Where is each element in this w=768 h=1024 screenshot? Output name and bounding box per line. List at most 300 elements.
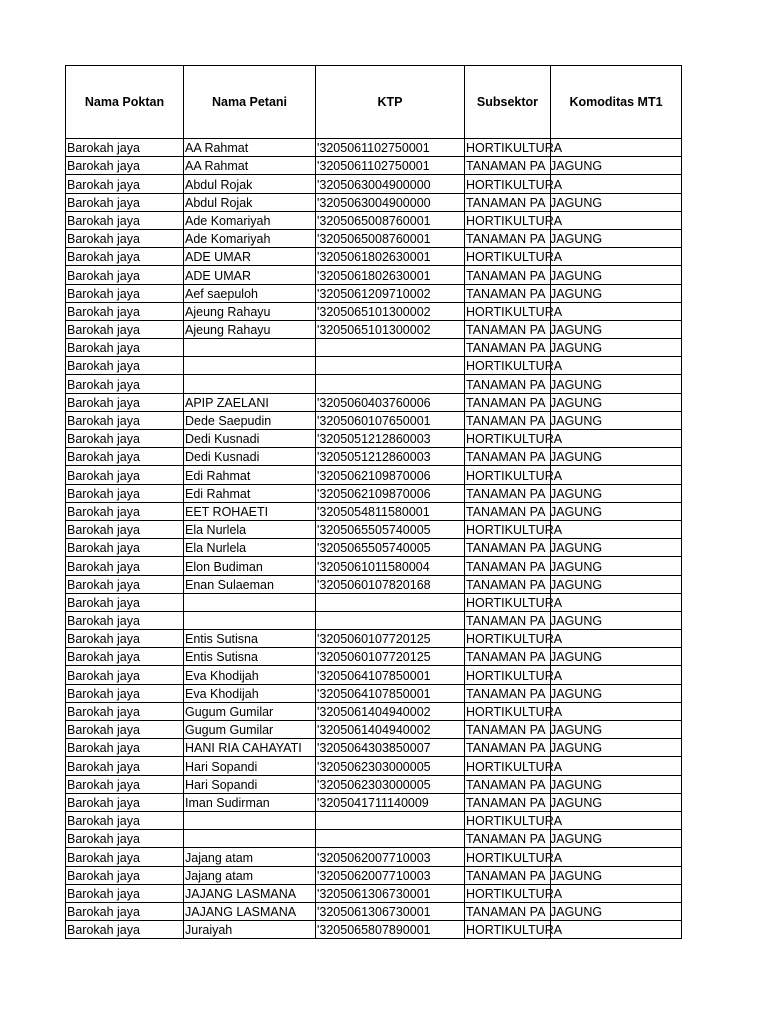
cell-subsektor[interactable]	[465, 175, 563, 193]
cell-ktp[interactable]: '3205060107650001	[316, 411, 465, 429]
cell-nama-poktan[interactable]: Barokah jaya	[66, 830, 184, 848]
cell-ktp[interactable]: '3205060107720125	[316, 648, 465, 666]
cell-ktp[interactable]: '3205041711140009	[316, 793, 465, 811]
cell-subsektor[interactable]	[465, 139, 563, 157]
table-row	[66, 193, 682, 211]
cell-komoditas[interactable]	[551, 430, 682, 448]
subsektor-text: HORTIKULTURA	[466, 141, 563, 156]
cell-komoditas[interactable]	[551, 575, 682, 593]
table-row	[66, 866, 682, 884]
cell-nama-petani[interactable]: Hari Sopandi	[184, 757, 316, 775]
cell-ktp[interactable]	[316, 339, 465, 357]
cell-nama-poktan[interactable]: Barokah jaya	[66, 630, 184, 648]
cell-nama-poktan[interactable]: Barokah jaya	[66, 684, 184, 702]
cell-ktp[interactable]: '3205061306730001	[316, 884, 465, 902]
table-row	[66, 539, 682, 557]
komoditas-text: JAGUNG	[550, 650, 603, 665]
table-row	[66, 721, 682, 739]
cell-komoditas[interactable]	[551, 539, 682, 557]
cell-nama-petani[interactable]: Dedi Kusnadi	[184, 448, 316, 466]
cell-nama-petani[interactable]: Edi Rahmat	[184, 484, 316, 502]
cell-nama-petani[interactable]	[184, 375, 316, 393]
cell-nama-poktan[interactable]: Barokah jaya	[66, 611, 184, 629]
cell-komoditas[interactable]	[551, 157, 682, 175]
cell-subsektor[interactable]	[465, 430, 563, 448]
cell-subsektor[interactable]	[465, 448, 551, 466]
cell-ktp[interactable]: '3205061102750001	[316, 139, 465, 157]
cell-ktp[interactable]: '3205062007710003	[316, 866, 465, 884]
cell-komoditas[interactable]	[551, 520, 682, 538]
cell-nama-poktan[interactable]: Barokah jaya	[66, 921, 184, 939]
cell-subsektor[interactable]	[465, 630, 563, 648]
table-row	[66, 611, 682, 629]
cell-ktp[interactable]: '3205062303000005	[316, 775, 465, 793]
subsektor-text: HORTIKULTURA	[466, 523, 563, 538]
cell-nama-poktan[interactable]: Barokah jaya	[66, 848, 184, 866]
komoditas-text: JAGUNG	[550, 486, 603, 501]
cell-subsektor[interactable]	[465, 666, 563, 684]
cell-nama-petani[interactable]: EET ROHAETI	[184, 502, 316, 520]
komoditas-text: JAGUNG	[550, 795, 603, 810]
subsektor-text: HORTIKULTURA	[466, 886, 563, 901]
cell-nama-poktan[interactable]: Barokah jaya	[66, 539, 184, 557]
cell-ktp[interactable]: '3205062007710003	[316, 848, 465, 866]
cell-komoditas[interactable]	[551, 848, 682, 866]
subsektor-text: TANAMAN PA	[466, 377, 546, 392]
cell-komoditas[interactable]	[551, 229, 682, 247]
cell-nama-petani[interactable]: Entis Sutisna	[184, 630, 316, 648]
table-row	[66, 739, 682, 757]
table-row	[66, 648, 682, 666]
subsektor-text: TANAMAN PA	[466, 650, 546, 665]
cell-subsektor[interactable]	[465, 466, 563, 484]
cell-komoditas[interactable]	[551, 666, 682, 684]
cell-subsektor[interactable]	[465, 684, 551, 702]
subsektor-text: TANAMAN PA	[466, 723, 546, 738]
cell-subsektor[interactable]	[465, 520, 563, 538]
subsektor-text: HORTIKULTURA	[466, 632, 563, 647]
cell-subsektor[interactable]	[465, 502, 551, 520]
subsektor-text: HORTIKULTURA	[466, 432, 563, 447]
cell-subsektor[interactable]	[465, 648, 551, 666]
cell-subsektor[interactable]	[465, 757, 563, 775]
cell-nama-poktan[interactable]: Barokah jaya	[66, 175, 184, 193]
cell-komoditas[interactable]	[551, 320, 682, 338]
cell-nama-petani[interactable]: Edi Rahmat	[184, 466, 316, 484]
cell-ktp[interactable]: '3205061011580004	[316, 557, 465, 575]
cell-ktp[interactable]: '3205062109870006	[316, 484, 465, 502]
cell-nama-poktan[interactable]: Barokah jaya	[66, 266, 184, 284]
subsektor-text: TANAMAN PA	[466, 504, 546, 519]
cell-nama-poktan[interactable]: Barokah jaya	[66, 793, 184, 811]
cell-komoditas[interactable]	[551, 175, 682, 193]
header-subsektor[interactable]: Subsektor	[465, 66, 551, 139]
cell-nama-petani[interactable]: Ade Komariyah	[184, 211, 316, 229]
table-row	[66, 848, 682, 866]
cell-subsektor[interactable]	[465, 339, 551, 357]
cell-nama-petani[interactable]: ADE UMAR	[184, 266, 316, 284]
cell-nama-petani[interactable]: Entis Sutisna	[184, 648, 316, 666]
cell-nama-petani[interactable]: Ela Nurlela	[184, 539, 316, 557]
cell-nama-petani[interactable]: Gugum Gumilar	[184, 702, 316, 720]
cell-subsektor[interactable]	[465, 739, 551, 757]
subsektor-text: TANAMAN PA	[466, 395, 546, 410]
cell-nama-petani[interactable]: HANI RIA CAHAYATI	[184, 739, 316, 757]
cell-nama-petani[interactable]: AA Rahmat	[184, 157, 316, 175]
cell-ktp[interactable]: '3205051212860003	[316, 448, 465, 466]
table-row	[66, 484, 682, 502]
cell-komoditas[interactable]	[551, 739, 682, 757]
subsektor-text: TANAMAN PA	[466, 232, 546, 247]
table-row	[66, 139, 682, 157]
header-nama-petani[interactable]: Nama Petani	[184, 66, 316, 139]
cell-subsektor[interactable]	[465, 830, 551, 848]
cell-komoditas[interactable]	[551, 902, 682, 920]
komoditas-text: JAGUNG	[550, 723, 603, 738]
cell-komoditas[interactable]	[551, 921, 682, 939]
cell-ktp[interactable]: '3205061306730001	[316, 902, 465, 920]
cell-komoditas[interactable]	[551, 466, 682, 484]
table-row	[66, 229, 682, 247]
cell-nama-petani[interactable]: Ela Nurlela	[184, 520, 316, 538]
cell-nama-petani[interactable]: JAJANG LASMANA	[184, 884, 316, 902]
cell-komoditas[interactable]	[551, 393, 682, 411]
cell-subsektor[interactable]	[465, 775, 551, 793]
cell-nama-poktan[interactable]: Barokah jaya	[66, 229, 184, 247]
cell-subsektor[interactable]	[465, 611, 551, 629]
table-row	[66, 902, 682, 920]
cell-subsektor[interactable]	[465, 702, 563, 720]
cell-nama-petani[interactable]: APIP ZAELANI	[184, 393, 316, 411]
cell-komoditas[interactable]	[551, 884, 682, 902]
cell-nama-poktan[interactable]: Barokah jaya	[66, 448, 184, 466]
cell-subsektor[interactable]	[465, 866, 551, 884]
cell-ktp[interactable]: '3205062109870006	[316, 466, 465, 484]
cell-ktp[interactable]: '3205060403760006	[316, 393, 465, 411]
komoditas-text: JAGUNG	[550, 450, 603, 465]
subsektor-text: HORTIKULTURA	[466, 705, 563, 719]
cell-nama-poktan[interactable]: Barokah jaya	[66, 775, 184, 793]
table-row	[66, 575, 682, 593]
cell-nama-petani[interactable]: Dede Saepudin	[184, 411, 316, 429]
subsektor-text: TANAMAN PA	[466, 777, 546, 792]
cell-komoditas[interactable]	[551, 266, 682, 284]
cell-komoditas[interactable]	[551, 411, 682, 429]
cell-ktp[interactable]: '3205054811580001	[316, 502, 465, 520]
subsektor-text: HORTIKULTURA	[466, 668, 563, 683]
cell-nama-poktan[interactable]: Barokah jaya	[66, 139, 184, 157]
cell-komoditas[interactable]	[551, 502, 682, 520]
cell-komoditas[interactable]	[551, 357, 682, 375]
cell-nama-poktan[interactable]: Barokah jaya	[66, 666, 184, 684]
cell-nama-petani[interactable]: AA Rahmat	[184, 139, 316, 157]
cell-ktp[interactable]: '3205065505740005	[316, 520, 465, 538]
cell-nama-poktan[interactable]: Barokah jaya	[66, 248, 184, 266]
subsektor-text: HORTIKULTURA	[466, 177, 563, 192]
cell-nama-petani[interactable]	[184, 357, 316, 375]
cell-nama-poktan[interactable]: Barokah jaya	[66, 648, 184, 666]
cell-komoditas[interactable]	[551, 139, 682, 157]
cell-subsektor[interactable]	[465, 539, 551, 557]
cell-nama-poktan[interactable]: Barokah jaya	[66, 702, 184, 720]
cell-subsektor[interactable]	[465, 921, 563, 939]
cell-subsektor[interactable]	[465, 357, 563, 375]
table-row	[66, 320, 682, 338]
cell-ktp[interactable]: '3205065008760001	[316, 229, 465, 247]
subsektor-text: TANAMAN PA	[466, 323, 546, 338]
table-row	[66, 375, 682, 393]
cell-subsektor[interactable]	[465, 811, 563, 829]
cell-subsektor[interactable]	[465, 902, 551, 920]
cell-komoditas[interactable]	[551, 830, 682, 848]
cell-nama-poktan[interactable]: Barokah jaya	[66, 339, 184, 357]
subsektor-text: TANAMAN PA	[466, 741, 546, 756]
cell-subsektor[interactable]	[465, 320, 551, 338]
cell-nama-petani[interactable]	[184, 811, 316, 829]
table-row	[66, 793, 682, 811]
cell-subsektor[interactable]	[465, 593, 563, 611]
cell-ktp[interactable]	[316, 811, 465, 829]
table-row	[66, 702, 682, 720]
cell-nama-petani[interactable]: Ade Komariyah	[184, 229, 316, 247]
cell-subsektor[interactable]	[465, 721, 551, 739]
cell-nama-poktan[interactable]: Barokah jaya	[66, 721, 184, 739]
cell-ktp[interactable]: '3205061802630001	[316, 266, 465, 284]
cell-nama-petani[interactable]: Jajang atam	[184, 866, 316, 884]
cell-subsektor[interactable]	[465, 302, 563, 320]
cell-subsektor[interactable]	[465, 157, 551, 175]
cell-ktp[interactable]: '3205060107820168	[316, 575, 465, 593]
cell-subsektor[interactable]	[465, 393, 551, 411]
cell-komoditas[interactable]	[551, 484, 682, 502]
cell-nama-petani[interactable]: Eva Khodijah	[184, 666, 316, 684]
cell-komoditas[interactable]	[551, 793, 682, 811]
table-row	[66, 284, 682, 302]
cell-nama-petani[interactable]: Gugum Gumilar	[184, 721, 316, 739]
cell-ktp[interactable]: '3205065807890001	[316, 921, 465, 939]
subsektor-text: HORTIKULTURA	[466, 923, 563, 938]
cell-komoditas[interactable]	[551, 775, 682, 793]
cell-nama-petani[interactable]	[184, 593, 316, 611]
cell-nama-poktan[interactable]: Barokah jaya	[66, 157, 184, 175]
cell-nama-poktan[interactable]: Barokah jaya	[66, 211, 184, 229]
cell-komoditas[interactable]	[551, 302, 682, 320]
cell-ktp[interactable]	[316, 830, 465, 848]
subsektor-text: TANAMAN PA	[466, 868, 546, 883]
cell-ktp[interactable]	[316, 357, 465, 375]
cell-komoditas[interactable]	[551, 757, 682, 775]
komoditas-text: JAGUNG	[550, 286, 603, 301]
cell-nama-petani[interactable]: Dedi Kusnadi	[184, 430, 316, 448]
komoditas-text: JAGUNG	[550, 195, 603, 210]
table-row	[66, 557, 682, 575]
cell-nama-poktan[interactable]: Barokah jaya	[66, 575, 184, 593]
cell-subsektor[interactable]	[465, 884, 563, 902]
cell-ktp[interactable]: '3205060107720125	[316, 630, 465, 648]
cell-nama-petani[interactable]: Hari Sopandi	[184, 775, 316, 793]
table-row	[66, 393, 682, 411]
table-row	[66, 430, 682, 448]
cell-nama-poktan[interactable]: Barokah jaya	[66, 411, 184, 429]
subsektor-text: HORTIKULTURA	[466, 250, 563, 265]
cell-nama-poktan[interactable]: Barokah jaya	[66, 739, 184, 757]
cell-nama-poktan[interactable]: Barokah jaya	[66, 320, 184, 338]
cell-subsektor[interactable]	[465, 266, 551, 284]
header-komoditas-mt1[interactable]: Komoditas MT1	[551, 66, 682, 139]
table-row	[66, 884, 682, 902]
cell-subsektor[interactable]	[465, 248, 563, 266]
cell-nama-poktan[interactable]: Barokah jaya	[66, 502, 184, 520]
cell-nama-poktan[interactable]: Barokah jaya	[66, 393, 184, 411]
cell-nama-poktan[interactable]: Barokah jaya	[66, 884, 184, 902]
cell-komoditas[interactable]	[551, 611, 682, 629]
komoditas-text: JAGUNG	[550, 741, 603, 756]
cell-nama-petani[interactable]	[184, 830, 316, 848]
cell-subsektor[interactable]	[465, 229, 551, 247]
cell-subsektor[interactable]	[465, 375, 551, 393]
cell-nama-petani[interactable]: JAJANG LASMANA	[184, 902, 316, 920]
subsektor-text: TANAMAN PA	[466, 414, 546, 428]
cell-ktp[interactable]: '3205065008760001	[316, 211, 465, 229]
cell-nama-poktan[interactable]: Barokah jaya	[66, 284, 184, 302]
cell-ktp[interactable]: '3205064107850001	[316, 684, 465, 702]
cell-nama-petani[interactable]: Juraiyah	[184, 921, 316, 939]
cell-nama-petani[interactable]	[184, 611, 316, 629]
cell-subsektor[interactable]	[465, 793, 551, 811]
cell-ktp[interactable]: '3205065101300002	[316, 302, 465, 320]
cell-subsektor[interactable]	[465, 211, 563, 229]
table-row	[66, 411, 682, 429]
cell-nama-petani[interactable]: Aef saepuloh	[184, 284, 316, 302]
cell-nama-petani[interactable]	[184, 339, 316, 357]
spreadsheet-sheet	[65, 65, 682, 939]
cell-komoditas[interactable]	[551, 702, 682, 720]
header-nama-poktan[interactable]: Nama Poktan	[66, 66, 184, 139]
table-row	[66, 630, 682, 648]
cell-ktp[interactable]: '3205063004900000	[316, 193, 465, 211]
cell-nama-poktan[interactable]: Barokah jaya	[66, 302, 184, 320]
table-row	[66, 175, 682, 193]
cell-komoditas[interactable]	[551, 811, 682, 829]
cell-nama-petani[interactable]: Ajeung Rahayu	[184, 320, 316, 338]
cell-subsektor[interactable]	[465, 557, 551, 575]
cell-ktp[interactable]	[316, 593, 465, 611]
cell-nama-petani[interactable]: Jajang atam	[184, 848, 316, 866]
table-row	[66, 666, 682, 684]
table-row	[66, 811, 682, 829]
cell-komoditas[interactable]	[551, 339, 682, 357]
cell-nama-poktan[interactable]: Barokah jaya	[66, 757, 184, 775]
cell-nama-poktan[interactable]: Barokah jaya	[66, 430, 184, 448]
komoditas-text: JAGUNG	[550, 577, 603, 592]
subsektor-text: TANAMAN PA	[466, 159, 546, 174]
cell-nama-petani[interactable]: Eva Khodijah	[184, 684, 316, 702]
cell-nama-poktan[interactable]: Barokah jaya	[66, 902, 184, 920]
cell-nama-poktan[interactable]: Barokah jaya	[66, 593, 184, 611]
subsektor-text: TANAMAN PA	[466, 450, 546, 465]
komoditas-text: JAGUNG	[550, 341, 603, 356]
cell-nama-petani[interactable]: ADE UMAR	[184, 248, 316, 266]
cell-ktp[interactable]: '3205061209710002	[316, 284, 465, 302]
cell-komoditas[interactable]	[551, 648, 682, 666]
cell-nama-petani[interactable]: Elon Budiman	[184, 557, 316, 575]
komoditas-text: JAGUNG	[550, 559, 603, 574]
cell-ktp[interactable]: '3205061404940002	[316, 721, 465, 739]
cell-komoditas[interactable]	[551, 211, 682, 229]
cell-komoditas[interactable]	[551, 375, 682, 393]
cell-ktp[interactable]: '3205064303850007	[316, 739, 465, 757]
cell-komoditas[interactable]	[551, 684, 682, 702]
cell-komoditas[interactable]	[551, 630, 682, 648]
cell-komoditas[interactable]	[551, 448, 682, 466]
cell-ktp[interactable]	[316, 375, 465, 393]
cell-komoditas[interactable]	[551, 866, 682, 884]
cell-nama-poktan[interactable]: Barokah jaya	[66, 375, 184, 393]
cell-ktp[interactable]: '3205064107850001	[316, 666, 465, 684]
subsektor-text: TANAMAN PA	[466, 486, 546, 501]
cell-nama-poktan[interactable]: Barokah jaya	[66, 520, 184, 538]
cell-nama-poktan[interactable]: Barokah jaya	[66, 557, 184, 575]
cell-nama-poktan[interactable]: Barokah jaya	[66, 357, 184, 375]
cell-ktp[interactable]: '3205061802630001	[316, 248, 465, 266]
cell-subsektor[interactable]	[465, 575, 551, 593]
table-row	[66, 775, 682, 793]
cell-komoditas[interactable]	[551, 721, 682, 739]
komoditas-text: JAGUNG	[550, 868, 603, 883]
cell-ktp[interactable]: '3205065505740005	[316, 539, 465, 557]
cell-nama-poktan[interactable]: Barokah jaya	[66, 811, 184, 829]
cell-nama-poktan[interactable]: Barokah jaya	[66, 484, 184, 502]
cell-ktp[interactable]: '3205061404940002	[316, 702, 465, 720]
cell-komoditas[interactable]	[551, 557, 682, 575]
subsektor-text: TANAMAN PA	[466, 559, 546, 574]
table-row	[66, 466, 682, 484]
cell-nama-petani[interactable]: Ajeung Rahayu	[184, 302, 316, 320]
table-row	[66, 520, 682, 538]
cell-subsektor[interactable]	[465, 193, 551, 211]
cell-ktp[interactable]: '3205062303000005	[316, 757, 465, 775]
subsektor-text: HORTIKULTURA	[466, 468, 563, 483]
cell-nama-poktan[interactable]: Barokah jaya	[66, 866, 184, 884]
table-row	[66, 757, 682, 775]
farmer-table	[65, 65, 682, 939]
table-row	[66, 302, 682, 320]
cell-nama-petani[interactable]: Iman Sudirman	[184, 793, 316, 811]
cell-subsektor[interactable]	[465, 484, 551, 502]
table-body	[66, 139, 682, 939]
subsektor-text: TANAMAN PA	[466, 832, 546, 847]
cell-subsektor[interactable]	[465, 411, 551, 429]
cell-komoditas[interactable]	[551, 593, 682, 611]
komoditas-text: JAGUNG	[550, 232, 603, 247]
cell-ktp[interactable]: '3205051212860003	[316, 430, 465, 448]
cell-nama-petani[interactable]: Abdul Rojak	[184, 175, 316, 193]
cell-ktp[interactable]: '3205063004900000	[316, 175, 465, 193]
cell-subsektor[interactable]	[465, 284, 551, 302]
cell-nama-petani[interactable]: Enan Sulaeman	[184, 575, 316, 593]
cell-ktp[interactable]: '3205065101300002	[316, 320, 465, 338]
cell-nama-petani[interactable]: Abdul Rojak	[184, 193, 316, 211]
cell-komoditas[interactable]	[551, 193, 682, 211]
cell-nama-poktan[interactable]: Barokah jaya	[66, 193, 184, 211]
header-ktp[interactable]: KTP	[316, 66, 465, 139]
cell-subsektor[interactable]	[465, 848, 563, 866]
cell-komoditas[interactable]	[551, 248, 682, 266]
cell-ktp[interactable]	[316, 611, 465, 629]
cell-ktp[interactable]: '3205061102750001	[316, 157, 465, 175]
cell-komoditas[interactable]	[551, 284, 682, 302]
cell-nama-poktan[interactable]: Barokah jaya	[66, 466, 184, 484]
